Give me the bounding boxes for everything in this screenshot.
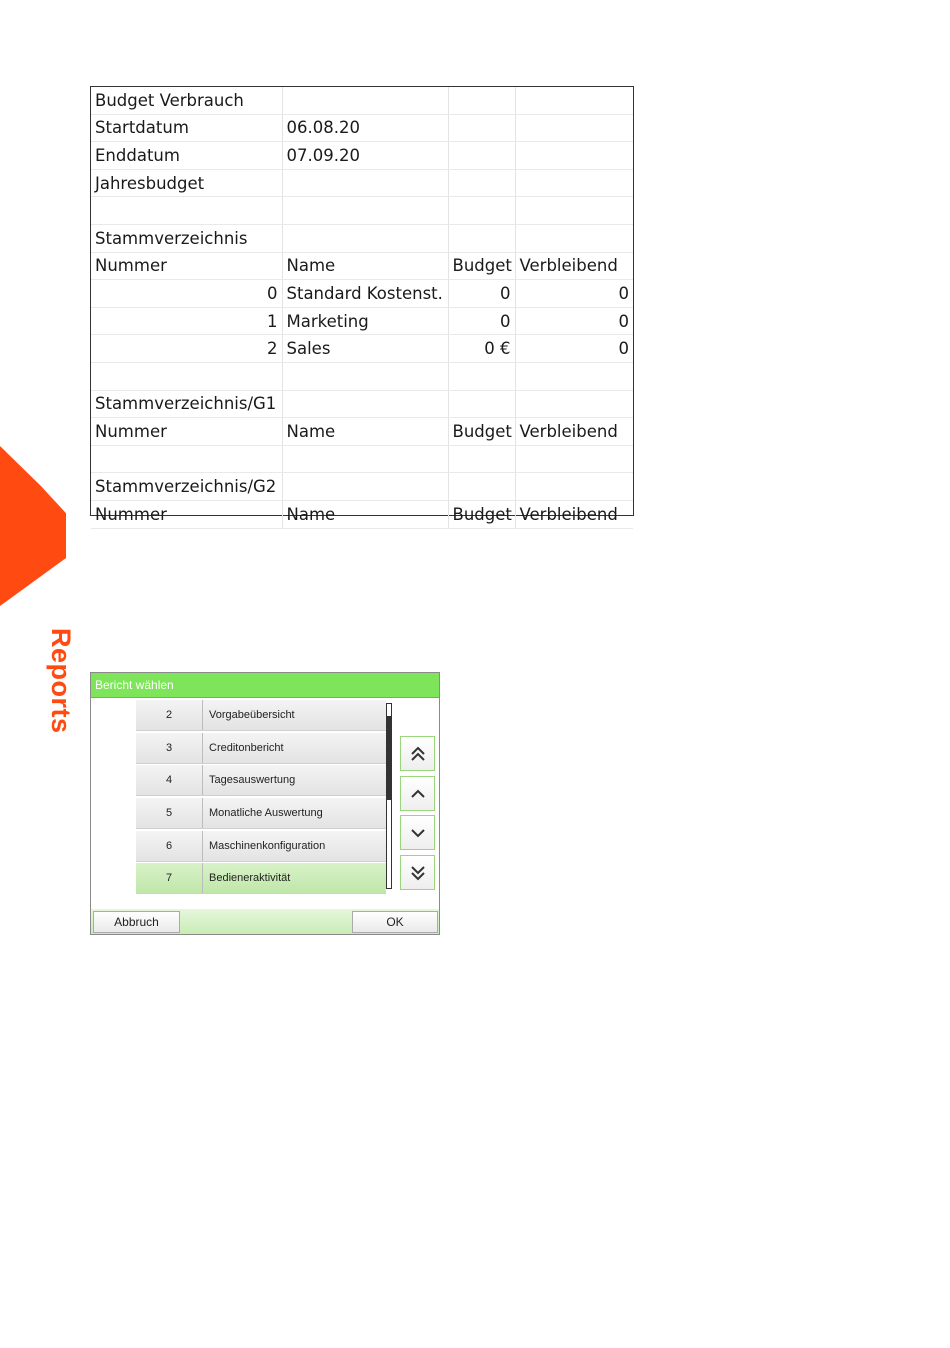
- table-row: [91, 335, 633, 363]
- table-cell: [448, 142, 515, 170]
- page-up-button[interactable]: [400, 736, 435, 771]
- table-cell: Standard Kostenst.: [282, 280, 448, 308]
- item-label: Maschinenkonfiguration: [209, 839, 326, 852]
- list-scrollbar[interactable]: [386, 703, 392, 889]
- table-cell: Verbleibend: [515, 500, 633, 528]
- table-cell: [448, 473, 515, 501]
- table-row: [91, 473, 633, 501]
- table-cell: Startdatum: [91, 114, 282, 142]
- table-cell: 0: [448, 307, 515, 335]
- table-cell: 0: [448, 280, 515, 308]
- table-cell: [91, 197, 282, 225]
- table-cell: Name: [282, 418, 448, 446]
- table-cell: 0: [515, 307, 633, 335]
- table-cell: Enddatum: [91, 142, 282, 170]
- table-cell: [282, 362, 448, 390]
- table-cell: 0 €: [448, 335, 515, 363]
- table-cell: Verbleibend: [515, 252, 633, 280]
- scroll-down-button[interactable]: [400, 815, 435, 850]
- chevron-down-icon: [408, 823, 428, 843]
- scroll-up-button[interactable]: [400, 776, 435, 811]
- table-row: [91, 362, 633, 390]
- list-item[interactable]: [136, 765, 386, 796]
- scrollbar-thumb[interactable]: [387, 716, 391, 800]
- table-cell: [515, 362, 633, 390]
- list-item[interactable]: [136, 733, 386, 764]
- table-row: [91, 224, 633, 252]
- section-label: Reports: [46, 628, 76, 734]
- table-cell: Jahresbudget: [91, 169, 282, 197]
- table-cell: 06.08.20: [282, 114, 448, 142]
- table-cell: [282, 169, 448, 197]
- table-row: [91, 390, 633, 418]
- table-cell: Sales: [282, 335, 448, 363]
- table-cell: Verbleibend: [515, 418, 633, 446]
- table-row: [91, 252, 633, 280]
- table-cell: Stammverzeichnis: [91, 224, 282, 252]
- item-number: 5: [136, 798, 203, 828]
- table-cell: [91, 445, 282, 473]
- table-cell: Nummer: [91, 252, 282, 280]
- table-cell: [282, 197, 448, 225]
- item-label: Monatliche Auswertung: [209, 807, 323, 820]
- table-row: [91, 307, 633, 335]
- table-cell: [448, 87, 515, 114]
- double-chevron-down-icon: [408, 863, 428, 883]
- table-row: [91, 114, 633, 142]
- table-cell: [448, 362, 515, 390]
- cancel-button[interactable]: Abbruch: [93, 911, 180, 933]
- table-row: [91, 87, 633, 114]
- double-chevron-up-icon: [408, 744, 428, 764]
- list-item[interactable]: [136, 798, 386, 829]
- table-cell: [91, 362, 282, 390]
- table-cell: Stammverzeichnis/G1: [91, 390, 282, 418]
- report-selection-screen: [90, 672, 440, 935]
- table-cell: Budget: [448, 252, 515, 280]
- screen-title: Bericht wählen: [91, 673, 439, 698]
- item-number: 2: [136, 700, 203, 730]
- item-number: 7: [136, 863, 203, 893]
- table-cell: [282, 445, 448, 473]
- table-cell: [282, 87, 448, 114]
- item-number: 6: [136, 831, 203, 861]
- table-row: [91, 418, 633, 446]
- table-cell: [448, 197, 515, 225]
- list-item-selected[interactable]: [136, 863, 386, 894]
- ok-button[interactable]: OK: [352, 911, 438, 933]
- item-number: 3: [136, 733, 203, 763]
- item-label: Tagesauswertung: [209, 774, 296, 787]
- table-cell: 0: [515, 280, 633, 308]
- table-cell: Nummer: [91, 418, 282, 446]
- table-cell: Budget Verbrauch: [91, 87, 282, 114]
- table-cell: [282, 390, 448, 418]
- list-item[interactable]: [136, 700, 386, 731]
- screen-footer: [91, 909, 439, 934]
- list-item[interactable]: [136, 831, 386, 862]
- table-cell: 2: [91, 335, 282, 363]
- table-cell: Name: [282, 252, 448, 280]
- table-row: [91, 445, 633, 473]
- table-cell: Nummer: [91, 500, 282, 528]
- table-row: [91, 169, 633, 197]
- page-down-button[interactable]: [400, 855, 435, 890]
- section-tab: [0, 446, 66, 606]
- table-cell: 0: [515, 335, 633, 363]
- table-cell: Marketing: [282, 307, 448, 335]
- table-cell: [448, 445, 515, 473]
- table-cell: 1: [91, 307, 282, 335]
- table-cell: [515, 390, 633, 418]
- table-cell: 0: [91, 280, 282, 308]
- item-label: Bedieneraktivität: [209, 872, 291, 885]
- table-row: [91, 142, 633, 170]
- report-list: [136, 700, 386, 896]
- table-cell: Stammverzeichnis/G2: [91, 473, 282, 501]
- table-cell: [515, 473, 633, 501]
- table-cell: [515, 197, 633, 225]
- item-number: 4: [136, 765, 203, 795]
- table-cell: [448, 169, 515, 197]
- table-row: [91, 280, 633, 308]
- item-label: Creditonbericht: [209, 741, 284, 754]
- table-row: [91, 197, 633, 225]
- table-cell: Budget: [448, 418, 515, 446]
- table-cell: [282, 224, 448, 252]
- table-cell: 07.09.20: [282, 142, 448, 170]
- table-cell: [282, 473, 448, 501]
- budget-spreadsheet: [90, 86, 634, 524]
- budget-table: [91, 87, 633, 529]
- table-cell: [515, 224, 633, 252]
- chevron-up-icon: [408, 784, 428, 804]
- table-cell: [448, 390, 515, 418]
- table-cell: [515, 169, 633, 197]
- table-cell: [448, 114, 515, 142]
- table-cell: [515, 142, 633, 170]
- table-cell: [515, 114, 633, 142]
- table-cell: [448, 224, 515, 252]
- table-row: [91, 500, 633, 528]
- table-cell: Name: [282, 500, 448, 528]
- table-cell: [515, 87, 633, 114]
- table-cell: Budget: [448, 500, 515, 528]
- item-label: Vorgabeübersicht: [209, 709, 295, 721]
- table-cell: [515, 445, 633, 473]
